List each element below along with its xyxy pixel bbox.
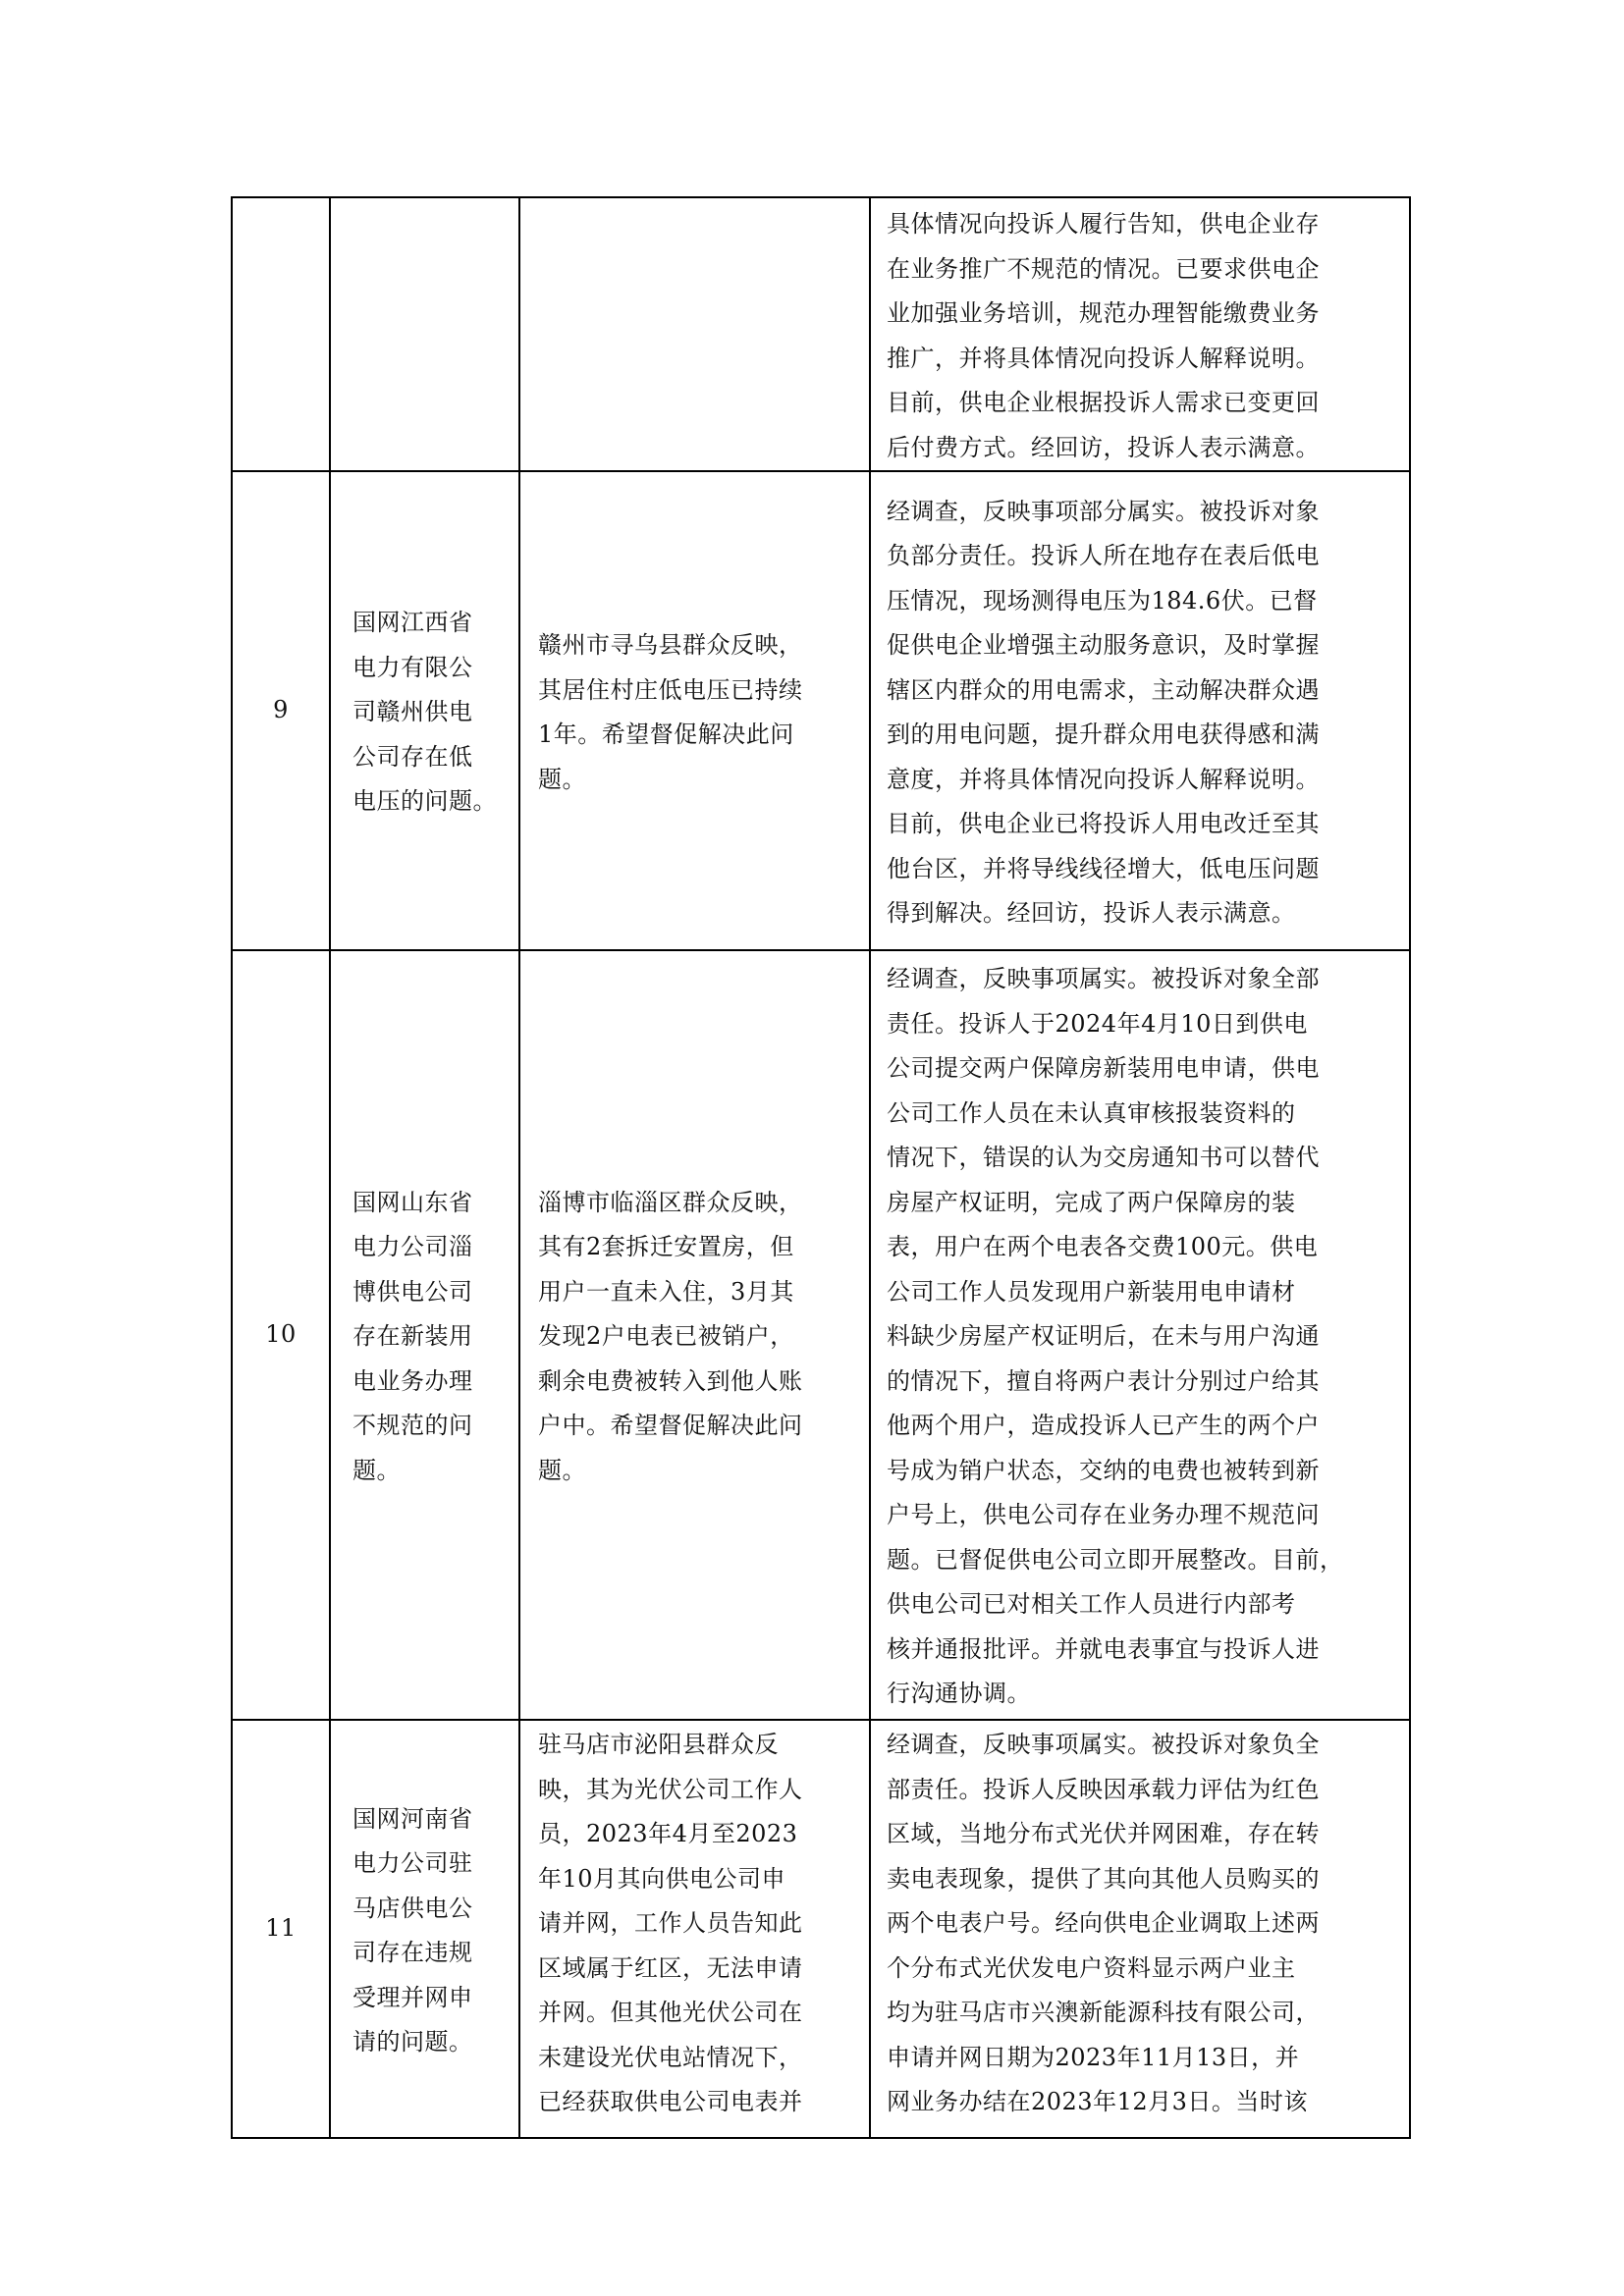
unit-text: 国网河南省 电力公司驻 马店供电公 司存在违规 受理并网申 请的问题。 — [352, 1804, 473, 2056]
table-row — [232, 471, 1410, 950]
result-cell — [870, 1720, 1410, 2138]
result-text: 经调查，反映事项属实。被投诉对象负全 部责任。投诉人反映因承载力评估为红色 区域，当地分布式光伏并网困难，存在转 卖电表现象，提供了其向其他人员购买的 两个电表户号。经向供电企业调取上述两 个分布式光伏发电户资料显示两户业主 均为驻马店市兴澳新能源科技有限公司， 申请并网日期为2023年11月13日，并 网业务办结在2023年12月3日。当时该 — [887, 1731, 1320, 2115]
issue-cell — [519, 950, 870, 1720]
result-cell — [870, 950, 1410, 1720]
issue-cell — [519, 1720, 870, 2138]
table-row — [232, 1720, 1410, 2138]
issue-text: 驻马店市泌阳县群众反 映，其为光伏公司工作人 员，2023年4月至2023 年10月其向供电公司申 请并网，工作人员告知此 区域属于红区，无法申请 并网。但其他光伏公司在 未建设光伏电站情况下， 已经获取供电公司电表并 — [538, 1731, 803, 2115]
row-number: 9 — [273, 696, 289, 724]
complaint-table-page — [231, 196, 1409, 2139]
issue-text: 淄博市临淄区群众反映， 其有2套拆迁安置房，但 用户一直未入住，3月其 发现2户电表已被销户， 剩余电费被转入到他人账 户中。希望督促解决此问 题。 — [538, 1188, 803, 1484]
row-number-cell — [232, 1720, 330, 2138]
row-number-cell — [232, 950, 330, 1720]
row-number: 10 — [265, 1320, 297, 1349]
result-text: 经调查，反映事项属实。被投诉对象全部 责任。投诉人于2024年4月10日到供电 公司提交两户保障房新装用电申请，供电 公司工作人员在未认真审核报装资料的 情况下，错误的认为交房通知书可以替代 房屋产权证明，完成了两户保障房的装 表，用户在两个电表各交费100元。供电 公司工作人员发现用户新装用电申请材 料缺少房屋产权证明后，在未与用户沟通 的情况下，擅自将两户表计分别过户给其 他两个用户，造成投诉人已产生的两个户 号成为销户状态，交纳的电费也被转到新 户号上，供电公司存在业务办理不规范问 题。已督促供电公司立即开展整改。目前， 供电公司已对相关工作人员进行内部考 核并通报批评。并就电表事宜与投诉人进 行沟通协调。 — [887, 965, 1344, 1708]
unit-cell — [330, 950, 519, 1720]
table-row — [232, 197, 1410, 471]
result-cell — [870, 197, 1410, 471]
issue-cell — [519, 471, 870, 950]
unit-text: 国网山东省 电力公司淄 博供电公司 存在新装用 电业务办理 不规范的问 题。 — [352, 1188, 473, 1484]
row-number-cell — [232, 471, 330, 950]
unit-cell — [330, 471, 519, 950]
complaint-table — [231, 196, 1411, 2139]
result-text: 具体情况向投诉人履行告知，供电企业存 在业务推广不规范的情况。已要求供电企 业加强业务培训，规范办理智能缴费业务 推广，并将具体情况向投诉人解释说明。 目前，供电企业根据投诉人需求已变更回 后付费方式。经回访，投诉人表示满意。 — [887, 210, 1320, 461]
table-row — [232, 950, 1410, 1720]
unit-cell — [330, 197, 519, 471]
row-number: 11 — [265, 1914, 297, 1943]
issue-cell — [519, 197, 870, 471]
unit-text: 国网江西省 电力有限公 司赣州供电 公司存在低 电压的问题。 — [352, 609, 497, 816]
result-cell — [870, 471, 1410, 950]
result-text: 经调查，反映事项部分属实。被投诉对象 负部分责任。投诉人所在地存在表后低电 压情况，现场测得电压为184.6伏。已督 促供电企业增强主动服务意识，及时掌握 辖区内群众的用电需求，主动解决群众遇 到的用电问题，提升群众用电获得感和满 意度，并将具体情况向投诉人解释说明。 目前，供电企业已将投诉人用电改迁至其 他台区，并将导线线径增大，低电压问题 得到解决。经回访，投诉人表示满意。 — [887, 497, 1320, 927]
issue-text: 赣州市寻乌县群众反映， 其居住村庄低电压已持续 1年。希望督促解决此问 题。 — [538, 631, 803, 793]
unit-cell — [330, 1720, 519, 2138]
row-number-cell — [232, 197, 330, 471]
